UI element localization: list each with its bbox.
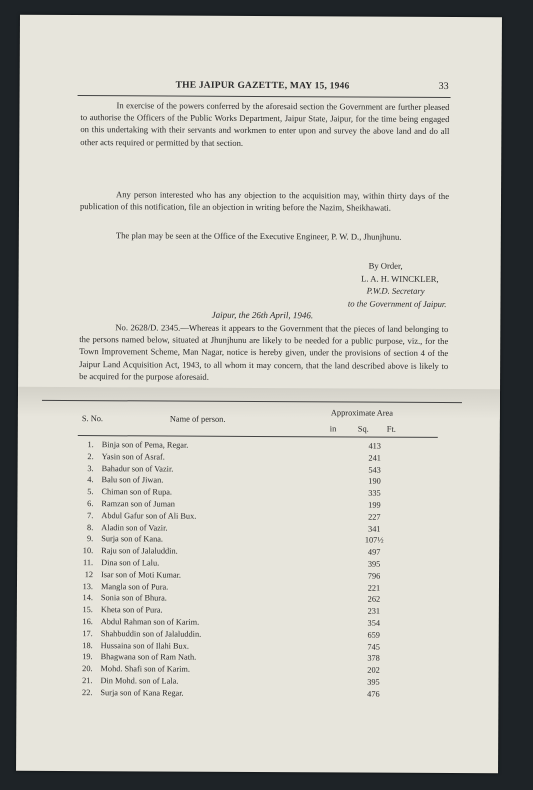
row-area: 231 [367, 606, 381, 616]
table-row [77, 546, 457, 559]
row-name: Sonia son of Bhura. [100, 593, 167, 603]
row-number: 3. [87, 463, 94, 473]
notice-dateline: Jaipur, the 26th April, 1946. [211, 309, 314, 321]
row-name: Bhagwana son of Ram Nath. [100, 652, 197, 663]
table-row [78, 464, 458, 477]
table-row [77, 617, 457, 630]
row-area: 107½ [364, 535, 384, 546]
gazette-page [16, 15, 502, 774]
row-area: 659 [367, 630, 380, 640]
row-area: 241 [368, 453, 381, 463]
row-area: 543 [368, 465, 381, 475]
row-number: 7. [87, 510, 94, 520]
row-name: Shahbuddin son of Jalaluddin. [100, 628, 202, 639]
row-name: Bahadur son of Vazir. [101, 463, 174, 474]
notice-number: No. 2628/D. 2345. [115, 322, 181, 333]
row-number: 2. [87, 451, 94, 461]
row-name: Ramzan son of Juman [101, 499, 175, 509]
row-area: 745 [367, 642, 380, 652]
row-name: Hussaina son of Ilahi Bux. [100, 640, 189, 651]
row-number: 10. [82, 546, 94, 556]
row-name: Surja son of Kana. [101, 534, 164, 544]
row-name: Din Mohd. son of Lala. [100, 676, 179, 686]
table-header-in: in [329, 424, 337, 434]
table-row [77, 534, 457, 547]
row-name: Balu son of Jiwan. [101, 475, 164, 485]
table-row [77, 641, 457, 654]
row-name: Surja son of Kana Regar. [100, 687, 184, 698]
table-row [77, 523, 457, 536]
table-row [77, 629, 457, 642]
paragraph-plan: The plan may be seen at the Office of the Executive Engineer, P. W. D., Jhunjhunu. [115, 230, 402, 242]
row-number: 9. [86, 534, 94, 544]
row-area: 221 [367, 583, 381, 593]
row-name: Kheta son of Pura. [100, 605, 163, 615]
row-number: 21. [82, 676, 93, 686]
table-row [77, 652, 457, 665]
row-number: 16. [82, 617, 93, 627]
notice-paragraph [79, 321, 448, 384]
row-number: 20. [82, 664, 93, 674]
row-number: 11. [83, 558, 94, 568]
row-number: 4. [87, 475, 94, 485]
row-area: 497 [367, 547, 381, 557]
header-rule [78, 95, 451, 98]
row-area: 335 [368, 488, 381, 498]
row-area: 476 [367, 689, 380, 699]
row-number: 5. [87, 487, 94, 497]
row-area: 199 [368, 500, 381, 510]
row-name: Abdul Gafur son of Ali Bux. [101, 510, 197, 521]
signature-designation: P.W.D. Secretary [366, 285, 425, 296]
signature-block [78, 258, 446, 310]
row-name: Abdul Rahman son of Karim. [100, 617, 200, 627]
signature-by-order: By Order, [368, 260, 403, 271]
row-area: 796 [367, 571, 381, 581]
paragraph-objection: Any person interested who has any objection to the acquisition may, within thirty days of the publication of this notification, file an objection in writing before the Nazim, Sheikhawati. [79, 189, 450, 213]
row-area: 413 [368, 441, 381, 451]
row-name: Dina son of Lalu. [101, 558, 160, 568]
table-row [78, 440, 458, 453]
table-row [77, 605, 457, 618]
row-area: 378 [367, 653, 380, 664]
row-name: Chiman son of Rupa. [101, 487, 173, 497]
row-number: 8. [87, 522, 94, 532]
table-top-rule [42, 400, 462, 403]
table-row [78, 452, 458, 465]
row-name: Mohd. Shafi son of Karim. [100, 664, 191, 674]
row-area: 395 [367, 559, 381, 569]
table-header-sq: Sq. [357, 424, 369, 434]
table-row [77, 664, 457, 677]
table-header-area: Approximate Area [330, 408, 394, 418]
table-row [77, 511, 457, 524]
table-row [77, 558, 457, 571]
table-row [77, 593, 457, 606]
signature-name: L. A. H. WINCKLER, [361, 273, 439, 284]
table-row [77, 487, 457, 500]
table-row [77, 499, 457, 512]
paragraph-authorisation: In exercise of the powers conferred by the aforesaid section the Government are further pleased to authorise the Officers of the Public Works Department, Jaipur State, Jaipur, for the time being engaged on this undertaking with their servants and workmen to enter upon and survey the above land and do all other acts required or permitted by that section. [80, 100, 450, 148]
table-header-rule [78, 435, 438, 438]
row-number: 22. [82, 687, 93, 697]
row-number: 14. [82, 593, 93, 603]
page-number: 33 [438, 80, 449, 92]
table-row [76, 676, 456, 689]
table-row [77, 582, 457, 595]
signature-government: to the Government of Jaipur. [347, 297, 447, 309]
table-header-sno: S. No. [81, 414, 104, 424]
row-name: Aladin son of Vazir. [101, 522, 168, 533]
row-name: Isar son of Moti Kumar. [101, 569, 182, 580]
row-name: Mangla son of Pura. [100, 581, 169, 592]
row-number: 18. [82, 640, 93, 650]
row-area: 190 [368, 476, 381, 487]
row-name: Binja son of Pema, Regar. [101, 440, 189, 450]
row-number: 19. [82, 652, 93, 662]
row-number: 1. [87, 440, 94, 450]
row-area: 262 [367, 594, 381, 605]
row-number: 13. [82, 581, 94, 591]
gazette-header-title: THE JAIPUR GAZETTE, MAY 15, 1946 [175, 80, 350, 92]
row-name: Yasin son of Asraf. [101, 451, 165, 462]
row-number: 12 [84, 569, 94, 579]
page-content [16, 15, 502, 774]
row-number: 17. [82, 628, 93, 638]
row-area: 202 [367, 665, 380, 675]
row-area: 354 [367, 618, 381, 628]
table-header-name: Name of person. [169, 414, 226, 424]
notice-body: —Whereas it appears to the Government that the pieces of land belonging to the persons named below, situated at Jhunjhunu are likely to be needed for a public purpose, viz., for the Town Improvement Scheme, Man Nagar, notice is hereby given, under the provisions of section 4 of the Jaipur Land Acquisition Act, 1943, to all whom it may concern, that the land described above is likely to be acquired for the purpose aforesaid. [79, 322, 449, 382]
table-row [76, 688, 456, 701]
row-area: 341 [368, 524, 381, 534]
row-name: Raju son of Jalaluddin. [101, 546, 178, 556]
table-row [78, 475, 458, 488]
table-header-ft: Ft. [386, 424, 396, 434]
row-number: 15. [82, 605, 93, 615]
row-number: 6. [87, 499, 94, 509]
row-area: 395 [367, 677, 380, 687]
row-area: 227 [368, 512, 381, 522]
table-row [77, 570, 457, 583]
